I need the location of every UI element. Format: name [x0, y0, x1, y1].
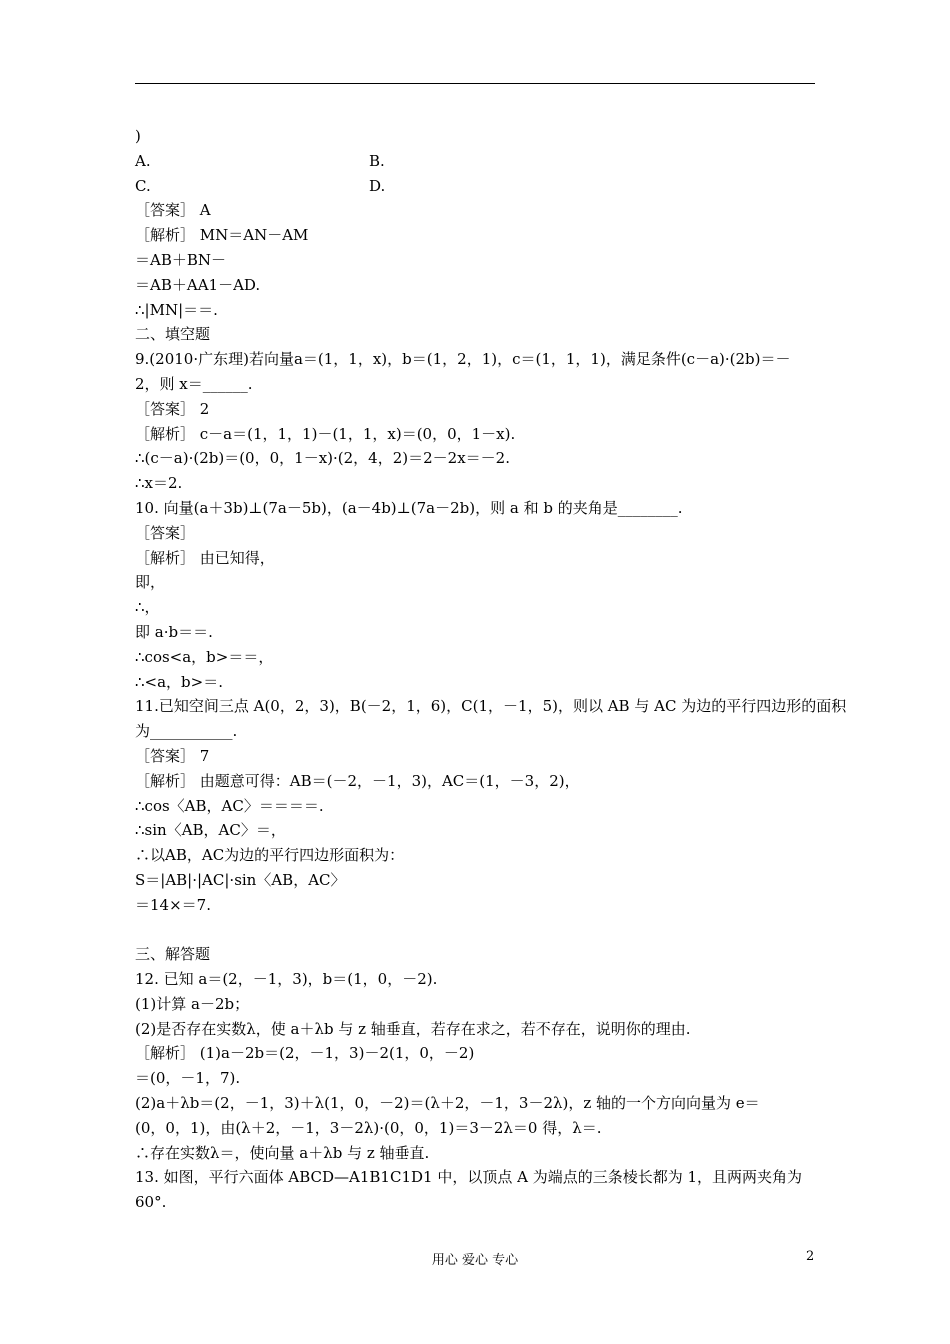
text-line: ∴<a，b>＝.: [135, 672, 223, 691]
text-line: ): [135, 127, 141, 145]
option-label: B.: [369, 151, 385, 170]
text-line: 即，: [135, 573, 166, 592]
text-line: (2)a＋λb＝(2，－1，3)＋λ(1，0，－2)＝(λ＋2，－1，3－2λ)，z 轴的一个方向向量为 e＝: [135, 1094, 760, 1113]
options-row: [135, 149, 815, 174]
text-line: ＝AB＋BN－: [135, 250, 227, 269]
text-line: ［解析］ (1)a－2b＝(2，－1，3)－2(1，0，－2): [135, 1044, 475, 1063]
option-label: D.: [369, 176, 386, 195]
page-number: 2: [806, 1249, 815, 1264]
text-line: 9.(2010·广东理)若向量a＝(1，1，x)，b＝(1，2，1)，c＝(1，1，1)，满足条件(c－a)·(2b)＝－: [135, 350, 791, 369]
text-line: ［答案］ 7: [135, 746, 210, 765]
text-line: (0，0，1)，由(λ＋2，－1，3－2λ)·(0，0，1)＝3－2λ＝0 得，λ＝.: [135, 1118, 602, 1137]
options-row: [135, 174, 815, 199]
text-line: ∴cos〈AB，AC〉＝＝＝＝.: [135, 796, 324, 815]
text-line: 即 a·b＝＝.: [135, 622, 213, 641]
text-line: ＝AB＋AA1－AD.: [135, 275, 261, 294]
text-line: ∴(c－a)·(2b)＝(0，0，1－x)·(2，4，2)＝2－2x＝－2.: [135, 449, 510, 468]
text-line: 60°.: [135, 1193, 167, 1212]
footer-text: 用心 爱心 专心: [431, 1253, 519, 1268]
text-line: 二、填空题: [135, 325, 211, 344]
text-line: ［解析］ c－a＝(1，1，1)－(1，1，x)＝(0，0，1－x).: [135, 424, 516, 443]
text-line: ［答案］ A: [135, 201, 211, 220]
text-line: ∴以AB，AC为边的平行四边形面积为：: [135, 846, 405, 865]
text-line: ∴|MN|＝＝.: [135, 300, 218, 319]
text-line: 三、解答题: [135, 945, 211, 964]
text-line: ［解析］ 由题意可得：AB＝(－2，－1，3)，AC＝(1，－3，2)，: [135, 771, 580, 790]
text-line: ＝(0，－1，7).: [135, 1069, 241, 1088]
text-line: ［答案］: [135, 523, 196, 542]
text-line: ∴cos<a，b>＝＝，: [135, 647, 274, 666]
text-line: 2，则 x＝______.: [135, 374, 253, 393]
text-line: ［解析］ 由已知得，: [135, 548, 275, 567]
text-line: 为___________.: [135, 722, 238, 741]
text-line: (2)是否存在实数λ，使 a＋λb 与 z 轴垂直，若存在求之，若不存在，说明你的理由.: [135, 1019, 691, 1038]
option-label: A.: [135, 151, 151, 170]
text-line: 12. 已知 a＝(2，－1，3)，b＝(1，0，－2).: [135, 970, 438, 989]
blank-line: [135, 918, 815, 943]
text-line: ∴x＝2.: [135, 474, 183, 493]
option-label: C.: [135, 176, 151, 195]
text-line: ∴sin〈AB，AC〉＝，: [135, 821, 286, 840]
text-line: ∴存在实数λ＝，使向量 a＋λb 与 z 轴垂直.: [135, 1143, 430, 1162]
text-line: (1)计算 a－2b；: [135, 994, 250, 1013]
text-line: ∴，: [135, 598, 160, 617]
text-line: S＝|AB|·|AC|·sin〈AB，AC〉: [135, 870, 346, 889]
text-line: 11.已知空间三点 A(0，2，3)，B(－2，1，6)，C(1，－1，5)，则以 AB 与 AC 为边的平行四边形的面积: [135, 697, 847, 716]
text-line: 13. 如图，平行六面体 ABCD—A1B1C1D1 中，以顶点 A 为端点的三条棱长都为 1，且两两夹角为: [135, 1168, 803, 1187]
text-line: ＝14×＝7.: [135, 895, 211, 914]
document-body: [135, 124, 847, 1215]
text-line: 10. 向量(a＋3b)⊥(7a－5b)，(a－4b)⊥(7a－2b)，则 a 和 b 的夹角是________.: [135, 498, 683, 517]
header-rule: [135, 83, 815, 84]
text-line: ［答案］ 2: [135, 399, 210, 418]
text-line: ［解析］ MN＝AN－AM: [135, 226, 309, 245]
